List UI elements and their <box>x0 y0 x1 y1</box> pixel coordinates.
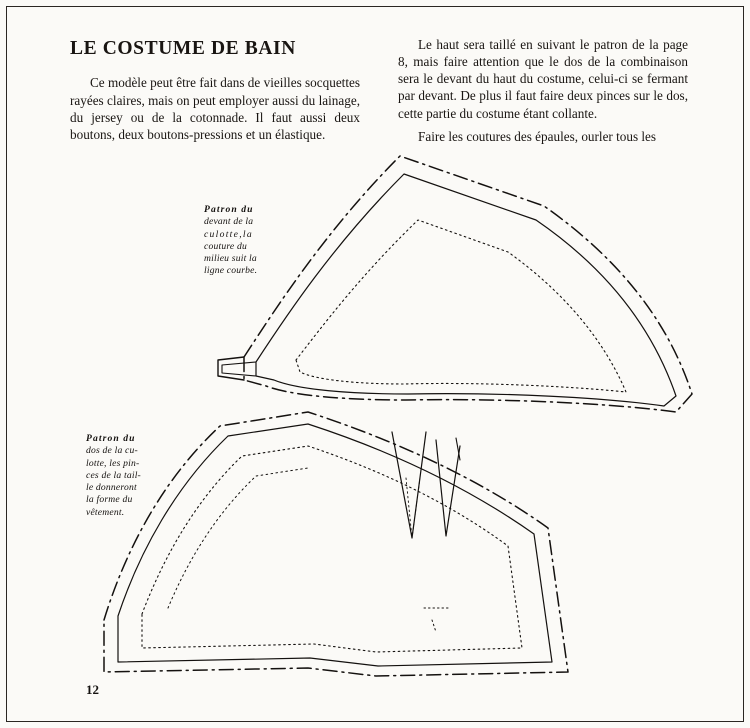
back-piece-dart-right <box>436 440 460 536</box>
caption-line: vêtement. <box>86 506 125 518</box>
back-piece-dart-left-fold <box>406 478 420 538</box>
caption-line: culotte,la <box>204 228 253 240</box>
page-number: 12 <box>86 682 99 697</box>
caption-back-pattern <box>86 433 178 519</box>
caption-line: le donneront <box>86 482 137 494</box>
front-piece-cutting-line <box>244 156 692 412</box>
caption-line: devant de la <box>204 216 254 228</box>
back-piece-inner-guide <box>168 468 308 608</box>
caption-line: lotte, les pin- <box>86 457 140 469</box>
caption-line: ces de la tail- <box>86 469 141 481</box>
caption-line: ligne courbe. <box>204 265 258 277</box>
caption-front-pattern <box>204 204 296 278</box>
caption-line: la forme du <box>86 494 133 506</box>
page-content <box>8 8 742 720</box>
right-text-column <box>398 36 688 151</box>
caption-line: Patron du <box>86 433 136 444</box>
paragraph: Le haut sera taillé en suivant le patron de la page 8, mais faire attention que le dos de la combinaison sera le devant du haut du costume, celui-ci se fermant par devant. De plus il faut faire deux pinces sur le dos, cette partie du costume étant collante. <box>398 37 688 121</box>
paragraph: Faire les coutures des épaules, ourler tous les <box>418 128 657 144</box>
caption-line: milieu suit la <box>204 253 257 265</box>
front-piece-seam-line <box>256 174 676 406</box>
front-piece-waist-tab-inner <box>222 362 256 376</box>
back-piece-seam-line <box>118 424 552 666</box>
left-text-column <box>70 36 360 149</box>
front-piece-stitch-line <box>296 220 626 392</box>
page-title: LE COSTUME DE BAIN <box>70 38 296 59</box>
caption-line: Patron du <box>204 204 254 215</box>
back-piece-stitch-line <box>142 446 522 652</box>
paragraph: Ce modèle peut être fait dans de vieilles socquettes rayées claires, mais on peut employer aussi du lainage, du jersey ou de la cotonnade. Il faut aussi deux boutons, deux boutons-pressions et un élastique. <box>70 75 360 142</box>
caption-line: dos de la cu- <box>86 445 138 457</box>
back-piece-notch <box>456 438 460 460</box>
front-piece-waist-tab <box>218 357 244 380</box>
back-piece-mark-b <box>432 620 436 632</box>
caption-line: couture du <box>204 240 247 252</box>
back-piece-dart-left <box>392 432 426 538</box>
